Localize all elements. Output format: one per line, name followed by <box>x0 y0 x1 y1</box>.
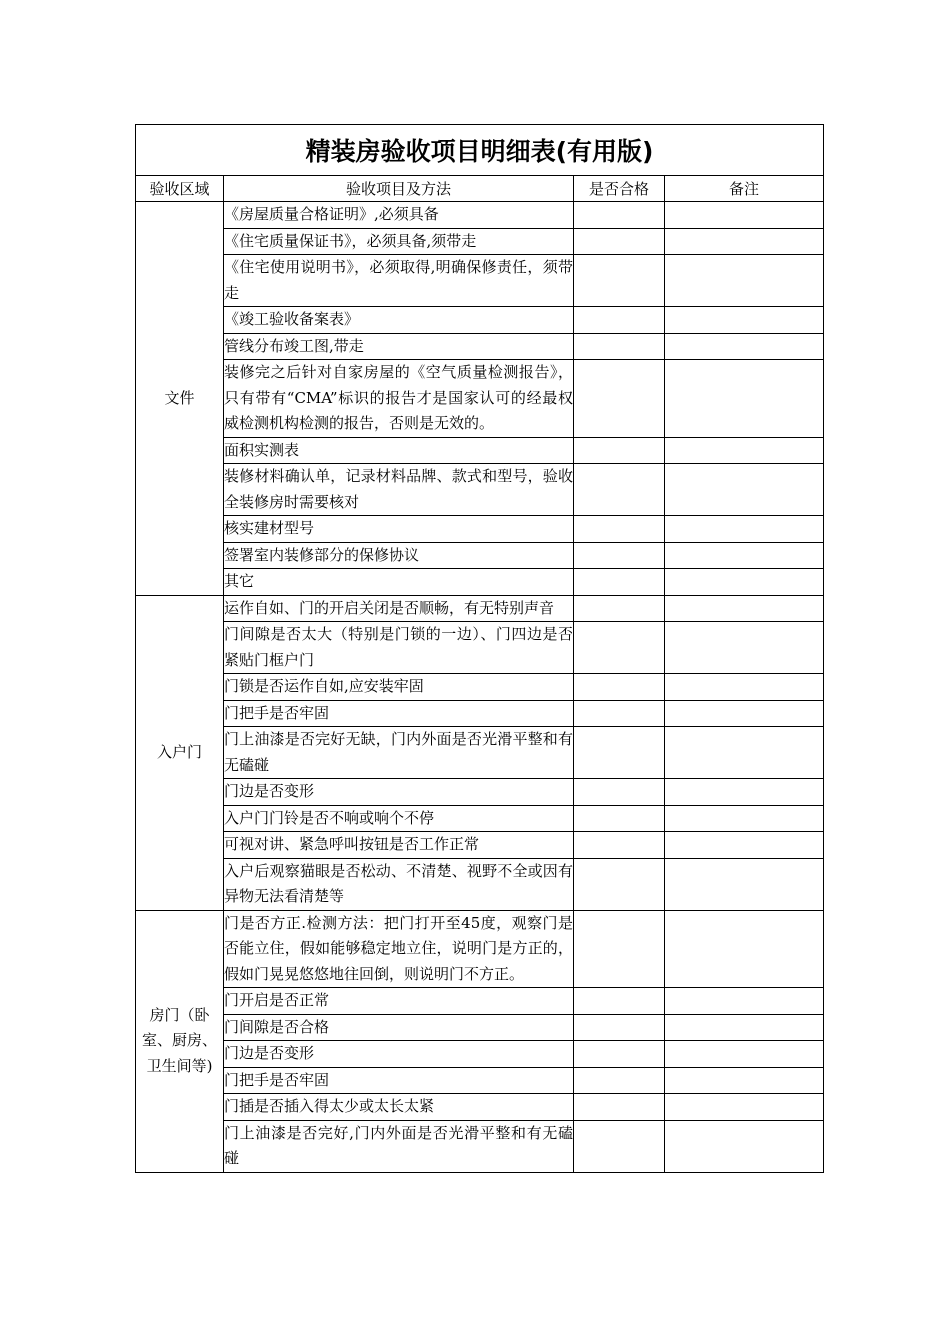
pass-cell[interactable] <box>574 437 665 464</box>
item-cell: 《竣工验收备案表》 <box>224 307 574 334</box>
remark-cell[interactable] <box>665 805 824 832</box>
item-cell: 其它 <box>224 569 574 596</box>
item-cell: 门间隙是否合格 <box>224 1014 574 1041</box>
table-row <box>136 595 824 622</box>
remark-cell[interactable] <box>665 437 824 464</box>
page-title: 精装房验收项目明细表(有用版) <box>136 125 824 176</box>
remark-cell[interactable] <box>665 910 824 988</box>
remark-cell[interactable] <box>665 516 824 543</box>
pass-cell[interactable] <box>574 910 665 988</box>
table-body <box>136 125 824 1173</box>
item-cell: 门边是否变形 <box>224 1041 574 1068</box>
item-cell: 装修完之后针对自家房屋的《空气质量检测报告》，只有带有“CMA”标识的报告才是国家认可的经最权威检测机构检测的报告，否则是无效的。 <box>224 360 574 438</box>
pass-cell[interactable] <box>574 228 665 255</box>
pass-cell[interactable] <box>574 674 665 701</box>
table-row <box>136 674 824 701</box>
item-cell: 运作自如、门的开启关闭是否顺畅，有无特别声音 <box>224 595 574 622</box>
inspection-table <box>135 124 824 1173</box>
pass-cell[interactable] <box>574 988 665 1015</box>
remark-cell[interactable] <box>665 333 824 360</box>
remark-cell[interactable] <box>665 1041 824 1068</box>
remark-cell[interactable] <box>665 622 824 674</box>
item-cell: 《房屋质量合格证明》,必须具备 <box>224 202 574 229</box>
table-row <box>136 1041 824 1068</box>
pass-cell[interactable] <box>574 727 665 779</box>
remark-cell[interactable] <box>665 255 824 307</box>
item-cell: 门间隙是否太大（特别是门锁的一边）、门四边是否紧贴门框户门 <box>224 622 574 674</box>
header-area: 验收区域 <box>136 176 224 202</box>
pass-cell[interactable] <box>574 360 665 438</box>
table-row <box>136 622 824 674</box>
remark-cell[interactable] <box>665 1067 824 1094</box>
pass-cell[interactable] <box>574 700 665 727</box>
remark-cell[interactable] <box>665 779 824 806</box>
table-row <box>136 437 824 464</box>
item-cell: 入户后观察猫眼是否松动、不清楚、视野不全或因有异物无法看清楚等 <box>224 858 574 910</box>
pass-cell[interactable] <box>574 1067 665 1094</box>
pass-cell[interactable] <box>574 202 665 229</box>
item-cell: 《住宅质量保证书》，必须具备,须带走 <box>224 228 574 255</box>
remark-cell[interactable] <box>665 595 824 622</box>
item-cell: 门上油漆是否完好无缺，门内外面是否光滑平整和有无磕碰 <box>224 727 574 779</box>
pass-cell[interactable] <box>574 1014 665 1041</box>
remark-cell[interactable] <box>665 1014 824 1041</box>
item-cell: 门是否方正.检测方法：把门打开至45度，观察门是否能立住，假如能够稳定地立住，说明门是方正的，假如门晃晃悠悠地往回倒，则说明门不方正。 <box>224 910 574 988</box>
area-cell: 文件 <box>136 202 224 596</box>
pass-cell[interactable] <box>574 1120 665 1172</box>
remark-cell[interactable] <box>665 988 824 1015</box>
pass-cell[interactable] <box>574 516 665 543</box>
item-cell: 可视对讲、紧急呼叫按钮是否工作正常 <box>224 832 574 859</box>
pass-cell[interactable] <box>574 569 665 596</box>
pass-cell[interactable] <box>574 779 665 806</box>
item-cell: 门插是否插入得太少或太长太紧 <box>224 1094 574 1121</box>
item-cell: 《住宅使用说明书》，必须取得,明确保修责任，须带走 <box>224 255 574 307</box>
header-item: 验收项目及方法 <box>224 176 574 202</box>
remark-cell[interactable] <box>665 360 824 438</box>
table-row <box>136 1120 824 1172</box>
item-cell: 门上油漆是否完好,门内外面是否光滑平整和有无磕碰 <box>224 1120 574 1172</box>
pass-cell[interactable] <box>574 595 665 622</box>
area-cell: 房门（卧室、厨房、卫生间等) <box>136 910 224 1172</box>
table-row <box>136 805 824 832</box>
remark-cell[interactable] <box>665 1094 824 1121</box>
table-row <box>136 360 824 438</box>
table-row <box>136 228 824 255</box>
table-row <box>136 464 824 516</box>
table-row <box>136 569 824 596</box>
item-cell: 装修材料确认单，记录材料品牌、款式和型号，验收全装修房时需要核对 <box>224 464 574 516</box>
table-row <box>136 832 824 859</box>
pass-cell[interactable] <box>574 805 665 832</box>
remark-cell[interactable] <box>665 228 824 255</box>
table-row <box>136 516 824 543</box>
title-row <box>136 125 824 176</box>
item-cell: 门边是否变形 <box>224 779 574 806</box>
remark-cell[interactable] <box>665 202 824 229</box>
item-cell: 门开启是否正常 <box>224 988 574 1015</box>
table-row <box>136 1094 824 1121</box>
pass-cell[interactable] <box>574 307 665 334</box>
item-cell: 门锁是否运作自如,应安装牢固 <box>224 674 574 701</box>
header-row <box>136 176 824 202</box>
pass-cell[interactable] <box>574 464 665 516</box>
table-row <box>136 1067 824 1094</box>
remark-cell[interactable] <box>665 700 824 727</box>
table-row <box>136 307 824 334</box>
pass-cell[interactable] <box>574 858 665 910</box>
item-cell: 面积实测表 <box>224 437 574 464</box>
pass-cell[interactable] <box>574 1041 665 1068</box>
pass-cell[interactable] <box>574 832 665 859</box>
table-row <box>136 255 824 307</box>
remark-cell[interactable] <box>665 858 824 910</box>
table-row <box>136 333 824 360</box>
item-cell: 入户门门铃是否不响或响个不停 <box>224 805 574 832</box>
item-cell: 签署室内装修部分的保修协议 <box>224 542 574 569</box>
pass-cell[interactable] <box>574 255 665 307</box>
item-cell: 门把手是否牢固 <box>224 700 574 727</box>
remark-cell[interactable] <box>665 727 824 779</box>
remark-cell[interactable] <box>665 674 824 701</box>
table-row <box>136 700 824 727</box>
remark-cell[interactable] <box>665 832 824 859</box>
table-row <box>136 1014 824 1041</box>
table-row <box>136 202 824 229</box>
header-remark: 备注 <box>665 176 824 202</box>
table-row <box>136 542 824 569</box>
area-cell: 入户门 <box>136 595 224 910</box>
remark-cell[interactable] <box>665 307 824 334</box>
table-row <box>136 910 824 988</box>
table-row <box>136 858 824 910</box>
table-row <box>136 779 824 806</box>
item-cell: 门把手是否牢固 <box>224 1067 574 1094</box>
pass-cell[interactable] <box>574 542 665 569</box>
item-cell: 管线分布竣工图,带走 <box>224 333 574 360</box>
remark-cell[interactable] <box>665 1120 824 1172</box>
pass-cell[interactable] <box>574 333 665 360</box>
remark-cell[interactable] <box>665 542 824 569</box>
item-cell: 核实建材型号 <box>224 516 574 543</box>
header-pass: 是否合格 <box>574 176 665 202</box>
remark-cell[interactable] <box>665 464 824 516</box>
pass-cell[interactable] <box>574 622 665 674</box>
pass-cell[interactable] <box>574 1094 665 1121</box>
table-row <box>136 988 824 1015</box>
remark-cell[interactable] <box>665 569 824 596</box>
table-row <box>136 727 824 779</box>
